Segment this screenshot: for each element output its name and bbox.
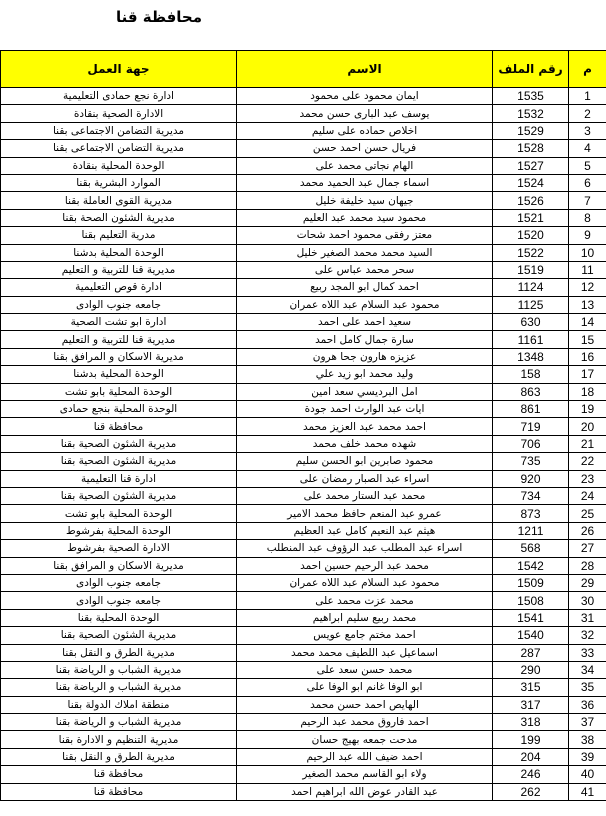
workplace-cell: ادارة ابو تشت الصحية	[1, 314, 237, 331]
row-number-cell: 5	[569, 157, 606, 174]
workplace-cell: مديرية الشباب و الرياضة بقنا	[1, 661, 237, 678]
workplace-cell: جامعه جنوب الوادى	[1, 574, 237, 591]
file-number-cell: 568	[493, 540, 569, 557]
workplace-cell: مديرية الاسكان و المرافق بقنا	[1, 348, 237, 365]
table-row	[1, 122, 606, 139]
row-number-cell: 36	[569, 696, 606, 713]
file-number-cell: 1509	[493, 574, 569, 591]
table-row	[1, 557, 606, 574]
file-number-cell: 1527	[493, 157, 569, 174]
employees-table	[0, 50, 606, 801]
name-cell: محمود سيد محمد عبد العليم	[237, 209, 493, 226]
workplace-cell: مديرية الشئون الصحة بقنا	[1, 209, 237, 226]
header-workplace: جهة العمل	[1, 51, 237, 88]
row-number-cell: 17	[569, 366, 606, 383]
workplace-cell: الادارة الصحية بفرشوط	[1, 540, 237, 557]
table-row	[1, 296, 606, 313]
file-number-cell: 630	[493, 314, 569, 331]
name-cell: ولاء ابو القاسم محمد الصغير	[237, 766, 493, 783]
row-number-cell: 2	[569, 105, 606, 122]
name-cell: اسماء جمال عبد الحميد محمد	[237, 174, 493, 191]
name-cell: عزيزه هارون جحا هرون	[237, 348, 493, 365]
table-row	[1, 487, 606, 504]
workplace-cell: مدرية التعليم بقنا	[1, 227, 237, 244]
row-number-cell: 13	[569, 296, 606, 313]
name-cell: احمد محمد عبد العزيز محمد	[237, 418, 493, 435]
row-number-cell: 27	[569, 540, 606, 557]
name-cell: عبد القادر عوض الله ابراهيم احمد	[237, 783, 493, 800]
workplace-cell: محافظة قنا	[1, 783, 237, 800]
table-row	[1, 227, 606, 244]
name-cell: معتز رفقى محمود احمد شحات	[237, 227, 493, 244]
table-row	[1, 192, 606, 209]
workplace-cell: مديرية الشئون الصحية بقنا	[1, 453, 237, 470]
table-row	[1, 574, 606, 591]
name-cell: محمود عبد السلام عبد اللاه عمران	[237, 574, 493, 591]
file-number-cell: 1508	[493, 592, 569, 609]
name-cell: اسماعيل عبد اللطيف محمد محمد	[237, 644, 493, 661]
row-number-cell: 12	[569, 279, 606, 296]
workplace-cell: الوحدة المحلية بقنا	[1, 609, 237, 626]
table-row	[1, 244, 606, 261]
workplace-cell: مديرية الاسكان و المرافق بقنا	[1, 557, 237, 574]
file-number-cell: 863	[493, 383, 569, 400]
row-number-cell: 35	[569, 679, 606, 696]
name-cell: وليد محمد ابو زيد علي	[237, 366, 493, 383]
workplace-cell: مديرية القوى العاملة بقنا	[1, 192, 237, 209]
row-number-cell: 24	[569, 487, 606, 504]
workplace-cell: منطقة املاك الدولة بقنا	[1, 696, 237, 713]
row-number-cell: 16	[569, 348, 606, 365]
name-cell: مدحت جمعه بهيج حسان	[237, 731, 493, 748]
workplace-cell: الوحدة المحلية بنجع حمادى	[1, 401, 237, 418]
name-cell: سارة جمال كامل احمد	[237, 331, 493, 348]
table-row	[1, 661, 606, 678]
table-row	[1, 88, 606, 105]
name-cell: شهده محمد خلف محمد	[237, 435, 493, 452]
table-row	[1, 783, 606, 800]
workplace-cell: جامعه جنوب الوادى	[1, 592, 237, 609]
row-number-cell: 3	[569, 122, 606, 139]
file-number-cell: 1528	[493, 140, 569, 157]
header-file-number: رقم الملف	[493, 51, 569, 88]
table-row	[1, 401, 606, 418]
name-cell: احمد مختم جامع عويس	[237, 627, 493, 644]
row-number-cell: 10	[569, 244, 606, 261]
table-row	[1, 644, 606, 661]
table-row	[1, 627, 606, 644]
name-cell: الهايص احمد حسن محمد	[237, 696, 493, 713]
name-cell: جيهان سيد خليفة خليل	[237, 192, 493, 209]
table-row	[1, 383, 606, 400]
file-number-cell: 1535	[493, 88, 569, 105]
workplace-cell: مديرية الشئون الصحية بقنا	[1, 627, 237, 644]
name-cell: يوسف عبد البارى حسن محمد	[237, 105, 493, 122]
table-row	[1, 366, 606, 383]
file-number-cell: 1348	[493, 348, 569, 365]
row-number-cell: 8	[569, 209, 606, 226]
file-number-cell: 1542	[493, 557, 569, 574]
workplace-cell: ادارة قوص التعليمية	[1, 279, 237, 296]
table-row	[1, 766, 606, 783]
name-cell: اخلاص حماده على سليم	[237, 122, 493, 139]
table-body	[1, 88, 606, 801]
workplace-cell: الوحدة المحلية بابو تشت	[1, 383, 237, 400]
table-row	[1, 174, 606, 191]
row-number-cell: 9	[569, 227, 606, 244]
name-cell: عمرو عبد المنعم حافظ محمد الامير	[237, 505, 493, 522]
row-number-cell: 22	[569, 453, 606, 470]
row-number-cell: 40	[569, 766, 606, 783]
file-number-cell: 290	[493, 661, 569, 678]
row-number-cell: 7	[569, 192, 606, 209]
name-cell: ايمان محمود على محمود	[237, 88, 493, 105]
row-number-cell: 29	[569, 574, 606, 591]
workplace-cell: الوحدة المحلية بدشنا	[1, 244, 237, 261]
file-number-cell: 1540	[493, 627, 569, 644]
row-number-cell: 23	[569, 470, 606, 487]
header-name: الاسم	[237, 51, 493, 88]
workplace-cell: جامعه جنوب الوادى	[1, 296, 237, 313]
row-number-cell: 39	[569, 748, 606, 765]
table-row	[1, 348, 606, 365]
file-number-cell: 1520	[493, 227, 569, 244]
file-number-cell: 734	[493, 487, 569, 504]
name-cell: محمد حسن سعد على	[237, 661, 493, 678]
table-row	[1, 540, 606, 557]
file-number-cell: 204	[493, 748, 569, 765]
document-title: محافظة قنا	[115, 8, 202, 26]
row-number-cell: 38	[569, 731, 606, 748]
file-number-cell: 706	[493, 435, 569, 452]
row-number-cell: 26	[569, 522, 606, 539]
row-number-cell: 41	[569, 783, 606, 800]
table-row	[1, 714, 606, 731]
table-row	[1, 331, 606, 348]
table-row	[1, 140, 606, 157]
file-number-cell: 287	[493, 644, 569, 661]
file-number-cell: 735	[493, 453, 569, 470]
file-number-cell: 1124	[493, 279, 569, 296]
name-cell: احمد ضيف الله عبد الرحيم	[237, 748, 493, 765]
table-row	[1, 470, 606, 487]
table-row	[1, 279, 606, 296]
row-number-cell: 6	[569, 174, 606, 191]
name-cell: محمود عبد السلام عبد اللاه عمران	[237, 296, 493, 313]
row-number-cell: 20	[569, 418, 606, 435]
table-row	[1, 314, 606, 331]
file-number-cell: 1524	[493, 174, 569, 191]
name-cell: ابو الوفا غانم ابو الوفا على	[237, 679, 493, 696]
file-number-cell: 920	[493, 470, 569, 487]
workplace-cell: مديرية التنظيم و الادارة بقنا	[1, 731, 237, 748]
table-row	[1, 592, 606, 609]
name-cell: السيد محمد محمد الصغير خليل	[237, 244, 493, 261]
file-number-cell: 719	[493, 418, 569, 435]
file-number-cell: 158	[493, 366, 569, 383]
row-number-cell: 4	[569, 140, 606, 157]
row-number-cell: 21	[569, 435, 606, 452]
workplace-cell: مديرية الشئون الصحية بقنا	[1, 487, 237, 504]
name-cell: هيثم عبد النعيم كامل عبد العظيم	[237, 522, 493, 539]
workplace-cell: مديرية الطرق و النقل بقنا	[1, 748, 237, 765]
row-number-cell: 1	[569, 88, 606, 105]
name-cell: احمد فاروق محمد عبد الرحيم	[237, 714, 493, 731]
workplace-cell: الوحدة المحلية بنقادة	[1, 157, 237, 174]
file-number-cell: 246	[493, 766, 569, 783]
row-number-cell: 14	[569, 314, 606, 331]
name-cell: فريال حسن احمد حسن	[237, 140, 493, 157]
file-number-cell: 1541	[493, 609, 569, 626]
name-cell: محمد عبد الستار محمد على	[237, 487, 493, 504]
name-cell: محمد عبد الرحيم حسين احمد	[237, 557, 493, 574]
file-number-cell: 199	[493, 731, 569, 748]
name-cell: محمد ربيع سليم ابراهيم	[237, 609, 493, 626]
table-row	[1, 731, 606, 748]
table-row	[1, 435, 606, 452]
workplace-cell: الوحدة المحلية بابو تشت	[1, 505, 237, 522]
file-number-cell: 1521	[493, 209, 569, 226]
workplace-cell: الوحدة المحلية بفرشوط	[1, 522, 237, 539]
table-header-row	[1, 51, 606, 88]
row-number-cell: 18	[569, 383, 606, 400]
row-number-cell: 34	[569, 661, 606, 678]
table-row	[1, 157, 606, 174]
name-cell: احمد كمال ابو المجد ربيع	[237, 279, 493, 296]
row-number-cell: 32	[569, 627, 606, 644]
file-number-cell: 1529	[493, 122, 569, 139]
row-number-cell: 28	[569, 557, 606, 574]
name-cell: امل البرديسي سعد امين	[237, 383, 493, 400]
name-cell: سعيد احمد على احمد	[237, 314, 493, 331]
name-cell: محمد عزت محمد على	[237, 592, 493, 609]
workplace-cell: الوحدة المحلية بدشنا	[1, 366, 237, 383]
workplace-cell: مديرية التضامن الاجتماعى بقنا	[1, 122, 237, 139]
workplace-cell: الادارة الصحية بنقادة	[1, 105, 237, 122]
table-row	[1, 453, 606, 470]
workplace-cell: محافظة قنا	[1, 766, 237, 783]
file-number-cell: 1125	[493, 296, 569, 313]
row-number-cell: 30	[569, 592, 606, 609]
file-number-cell: 861	[493, 401, 569, 418]
file-number-cell: 262	[493, 783, 569, 800]
name-cell: سحر محمد عباس على	[237, 261, 493, 278]
table-row	[1, 418, 606, 435]
workplace-cell: مديرية قنا للتربية و التعليم	[1, 331, 237, 348]
name-cell: ايات عبد الوارث احمد جودة	[237, 401, 493, 418]
workplace-cell: الموارد البشرية بقنا	[1, 174, 237, 191]
table-row	[1, 261, 606, 278]
workplace-cell: مديرية الشباب و الرياضة بقنا	[1, 679, 237, 696]
workplace-cell: مديرية الطرق و النقل بقنا	[1, 644, 237, 661]
file-number-cell: 315	[493, 679, 569, 696]
table-row	[1, 105, 606, 122]
file-number-cell: 1522	[493, 244, 569, 261]
workplace-cell: ادارة قنا التعليمية	[1, 470, 237, 487]
row-number-cell: 33	[569, 644, 606, 661]
table-row	[1, 679, 606, 696]
workplace-cell: مديرية قنا للتربية و التعليم	[1, 261, 237, 278]
header-number: م	[569, 51, 606, 88]
workplace-cell: مديرية الشئون الصحية بقنا	[1, 435, 237, 452]
table-row	[1, 609, 606, 626]
name-cell: اسراء عبد الصبار رمضان على	[237, 470, 493, 487]
row-number-cell: 31	[569, 609, 606, 626]
name-cell: الهام نجاتى محمد على	[237, 157, 493, 174]
row-number-cell: 11	[569, 261, 606, 278]
file-number-cell: 1526	[493, 192, 569, 209]
row-number-cell: 37	[569, 714, 606, 731]
workplace-cell: ادارة نجع حمادى التعليمية	[1, 88, 237, 105]
name-cell: محمود صابرين ابو الحسن سليم	[237, 453, 493, 470]
table-row	[1, 505, 606, 522]
workplace-cell: مديرية التضامن الاجتماعى بقنا	[1, 140, 237, 157]
table-row	[1, 209, 606, 226]
row-number-cell: 25	[569, 505, 606, 522]
file-number-cell: 317	[493, 696, 569, 713]
workplace-cell: محافظة قنا	[1, 418, 237, 435]
table-row	[1, 696, 606, 713]
row-number-cell: 19	[569, 401, 606, 418]
file-number-cell: 1532	[493, 105, 569, 122]
file-number-cell: 873	[493, 505, 569, 522]
table-row	[1, 522, 606, 539]
file-number-cell: 1519	[493, 261, 569, 278]
name-cell: اسراء عبد المطلب عبد الرؤوف عبد المنطلب	[237, 540, 493, 557]
row-number-cell: 15	[569, 331, 606, 348]
file-number-cell: 318	[493, 714, 569, 731]
table-row	[1, 748, 606, 765]
file-number-cell: 1161	[493, 331, 569, 348]
workplace-cell: مديرية الشباب و الرياضة بقنا	[1, 714, 237, 731]
file-number-cell: 1211	[493, 522, 569, 539]
